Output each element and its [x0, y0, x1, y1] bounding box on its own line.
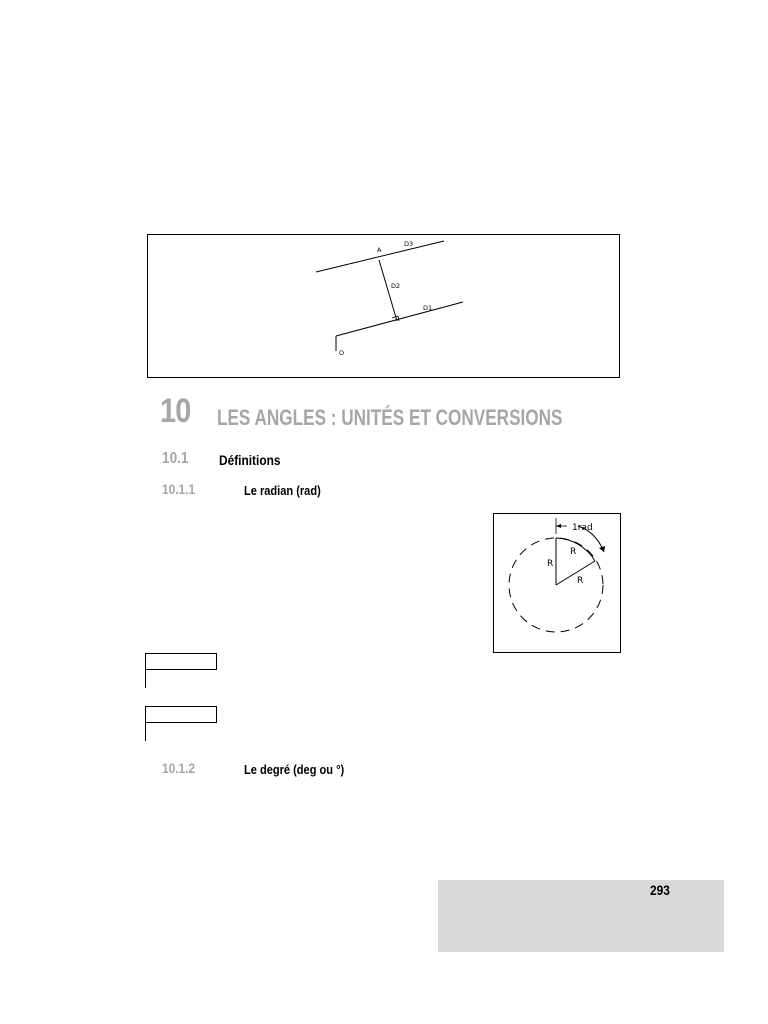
- label-d1: D1: [423, 304, 433, 312]
- formula-box-2: [145, 706, 217, 723]
- figure-radian-drawing: [494, 514, 622, 654]
- figure-radian: [493, 513, 621, 653]
- subsection-title-1: Le radian (rad): [244, 483, 321, 498]
- formula-box-1-bar: [145, 670, 146, 688]
- formula-box-2-bar: [145, 723, 146, 741]
- line-d2: [379, 260, 397, 321]
- subsection-title-2: Le degré (deg ou °): [244, 762, 345, 777]
- chapter-title: LES ANGLES : UNITÉS ET CONVERSIONS: [217, 405, 563, 430]
- arc-label-arrowhead: [556, 524, 561, 528]
- arc-label: 1rad: [572, 523, 593, 533]
- section-number: 10.1: [162, 450, 189, 467]
- label-d3: D3: [404, 240, 414, 248]
- section-title: Définitions: [219, 452, 281, 468]
- page-number: 293: [650, 882, 670, 898]
- radius-label-left: R: [547, 559, 554, 569]
- subsection-number-1: 10.1.1: [162, 481, 196, 497]
- label-o: O: [339, 349, 345, 357]
- radius-label-inner: R: [577, 576, 584, 586]
- label-a: A: [377, 246, 382, 254]
- chapter-number: 10: [160, 392, 191, 430]
- line-d1: [336, 302, 463, 336]
- page-footer: [438, 880, 724, 952]
- figure-distance-lines-drawing: [148, 235, 621, 379]
- label-d2: D2: [391, 282, 401, 290]
- radius-diagonal: [556, 561, 595, 585]
- radius-label-arc: R: [570, 547, 577, 557]
- formula-box-1: [145, 653, 217, 670]
- subsection-number-2: 10.1.2: [162, 760, 196, 776]
- figure-distance-lines: [147, 234, 620, 378]
